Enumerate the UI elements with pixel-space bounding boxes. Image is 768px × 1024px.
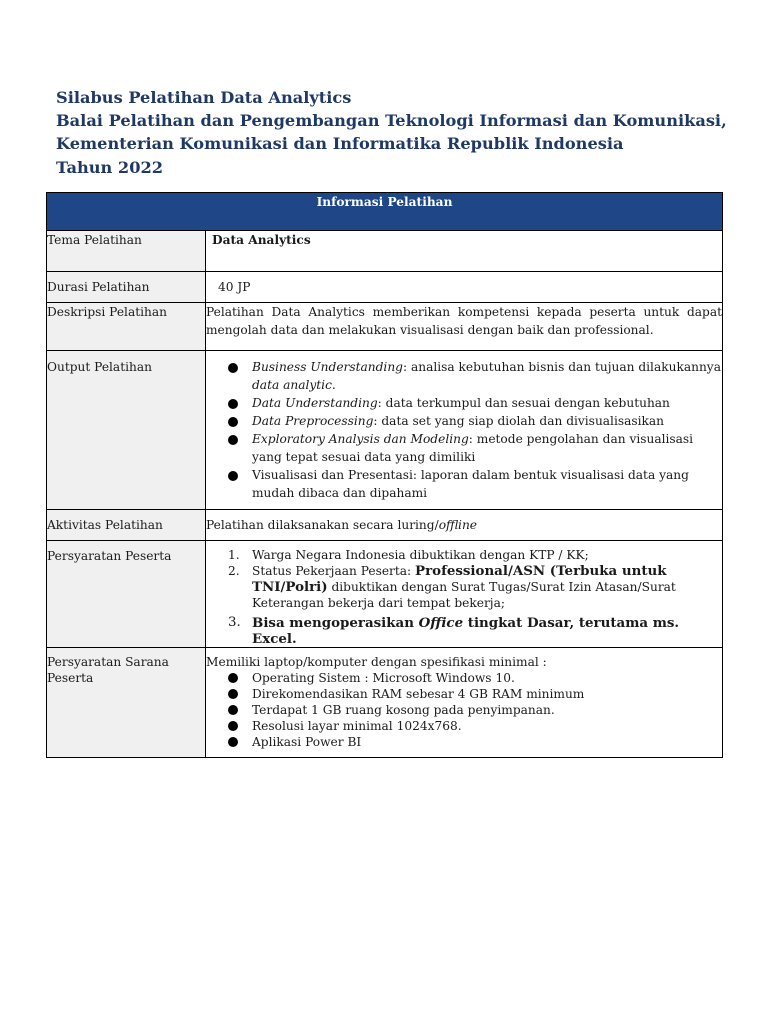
table-row-persyaratan-sarana bbox=[47, 648, 723, 758]
row-label: Deskripsi Pelatihan bbox=[47, 303, 206, 351]
bullet-icon bbox=[228, 399, 238, 409]
row-value: Pelatihan dilaksanakan secara luring/ bbox=[206, 518, 439, 532]
bullet-icon bbox=[228, 673, 238, 683]
heading-line-3: Kementerian Komunikasi dan Informatika Republik Indonesia bbox=[56, 134, 624, 154]
list-item: Exploratory Analysis dan Modeling: metode pengolahan dan visualisasi yang tepat sesuai data yang dimiliki bbox=[252, 430, 722, 466]
list-item: 3. Bisa mengoperasikan Office tingkat Dasar, terutama ms. Excel. bbox=[228, 615, 680, 647]
row-value: 40 JP bbox=[218, 280, 251, 294]
bullet-icon bbox=[228, 705, 238, 715]
row-label: Output Pelatihan bbox=[47, 351, 206, 510]
sarana-intro: Memiliki laptop/komputer dengan spesifikasi minimal : bbox=[206, 655, 547, 669]
output-list bbox=[206, 358, 722, 502]
persyaratan-peserta-list bbox=[206, 547, 722, 647]
table-row-aktivitas bbox=[47, 510, 723, 541]
bullet-icon bbox=[228, 435, 238, 445]
table-row-persyaratan-peserta bbox=[47, 541, 723, 648]
row-label: Tema Pelatihan bbox=[47, 231, 206, 272]
list-item: 1. Warga Negara Indonesia dibuktikan dengan KTP / KK; bbox=[228, 548, 589, 562]
list-item: Visualisasi dan Presentasi: laporan dalam bentuk visualisasi data yang mudah dibaca dan dipahami bbox=[252, 466, 722, 502]
info-table bbox=[46, 192, 723, 758]
table-header-row bbox=[47, 193, 723, 231]
row-value: Data Analytics bbox=[206, 231, 723, 272]
list-item: Direkomendasikan RAM sebesar 4 GB RAM minimum bbox=[252, 686, 722, 702]
row-value: Pelatihan Data Analytics memberikan kompetensi kepada peserta untuk dapat mengolah data dan melakukan visualisasi dengan baik dan professional. bbox=[206, 303, 723, 351]
table-row-tema bbox=[47, 231, 723, 272]
row-label: Persyaratan Peserta bbox=[47, 541, 206, 648]
heading-line-4: Tahun 2022 bbox=[56, 157, 163, 177]
list-item: Data Preprocessing: data set yang siap diolah dan divisualisasikan bbox=[252, 412, 722, 430]
heading-line-2: Balai Pelatihan dan Pengembangan Teknologi Informasi dan Komunikasi, bbox=[56, 111, 727, 131]
document-heading bbox=[56, 86, 736, 179]
list-item: 2. Status Pekerjaan Peserta: Professional/ASN (Terbuka untuk TNI/Polri) dibuktikan dengan Surat Tugas/Surat Izin Atasan/Surat Keterangan bekerja dari tempat bekerja; bbox=[228, 563, 676, 610]
row-label: Durasi Pelatihan bbox=[47, 272, 206, 303]
table-row-durasi bbox=[47, 272, 723, 303]
bullet-icon bbox=[228, 737, 238, 747]
bullet-icon bbox=[228, 721, 238, 731]
table-header: Informasi Pelatihan bbox=[47, 193, 723, 231]
list-item: Data Understanding: data terkumpul dan sesuai dengan kebutuhan bbox=[252, 394, 722, 412]
bullet-icon bbox=[228, 471, 238, 481]
list-item: Operating Sistem : Microsoft Windows 10. bbox=[252, 670, 722, 686]
row-label: Persyaratan Sarana Peserta bbox=[47, 648, 206, 758]
bullet-icon bbox=[228, 417, 238, 427]
bullet-icon bbox=[228, 363, 238, 373]
table-row-output bbox=[47, 351, 723, 510]
list-item: Aplikasi Power BI bbox=[252, 734, 722, 750]
heading-line-1: Silabus Pelatihan Data Analytics bbox=[56, 88, 352, 107]
row-label: Aktivitas Pelatihan bbox=[47, 510, 206, 541]
row-value-italic: offline bbox=[438, 518, 477, 532]
sarana-list bbox=[206, 670, 722, 750]
list-item: Resolusi layar minimal 1024x768. bbox=[252, 718, 722, 734]
bullet-icon bbox=[228, 689, 238, 699]
list-item: Business Understanding: analisa kebutuhan bisnis dan tujuan dilakukannya data analytic. bbox=[252, 358, 722, 394]
list-item: Terdapat 1 GB ruang kosong pada penyimpanan. bbox=[252, 702, 722, 718]
table-row-deskripsi bbox=[47, 303, 723, 351]
